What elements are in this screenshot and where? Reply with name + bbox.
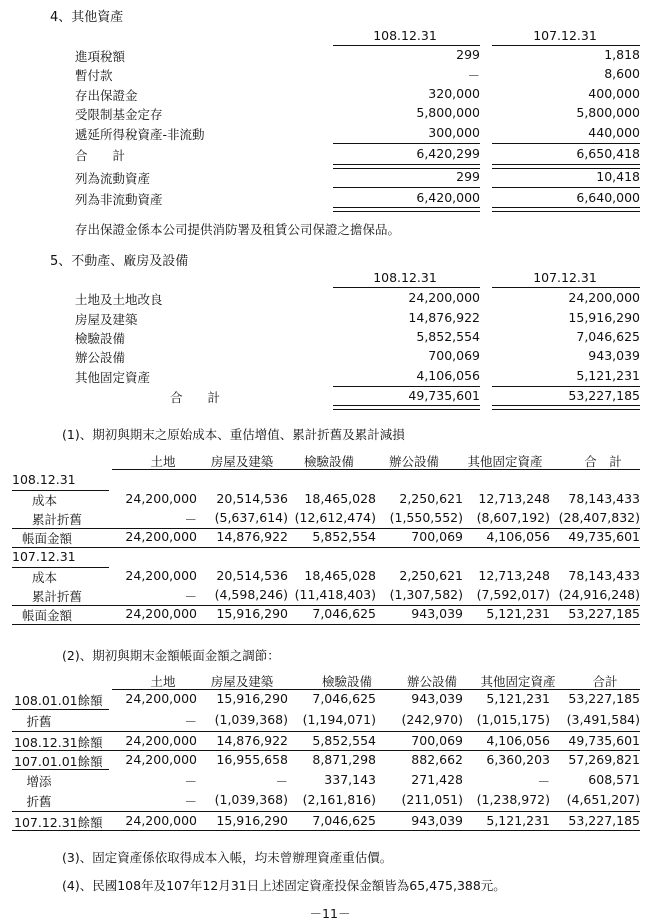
page-number: －11－ [309,906,351,921]
total-label: 合 計 [170,390,221,405]
cell-value: 57,269,821 [568,752,640,767]
cell-value: 2,250,621 [399,568,463,583]
cell-value: (8,607,192) [476,510,550,525]
row-label: 其他固定資產 [75,370,151,385]
cell-value: (242,970) [401,712,463,727]
cell-value: (5,637,614) [214,510,288,525]
cell-value: － [275,774,288,789]
rule-line [12,605,640,606]
cell-value: (1,238,972) [476,792,550,807]
cell-value: 6,360,203 [486,752,550,767]
row-value-108: 5,800,000 [416,105,480,120]
row-value-108: 700,069 [428,348,480,363]
cell-value: 882,662 [411,752,463,767]
section5-heading: 5、不動產、廠房及設備 [50,254,189,269]
rule-line [333,405,480,410]
rule-line [492,143,640,144]
row-label: 帳面金額 [22,531,73,546]
row-value-108: 300,000 [428,125,480,140]
cell-value: (11,418,403) [294,587,376,602]
rule-line [12,547,640,548]
rule-line [333,386,480,387]
cell-value: (1,550,552) [389,510,463,525]
row-label: 房屋及建築 [75,312,138,327]
row-value-107: 7,046,625 [576,329,640,344]
cell-value: (211,051) [401,792,463,807]
cell-value: 12,713,248 [478,491,550,506]
cell-value: － [184,714,197,729]
row-label: 受限制基金定存 [75,107,163,122]
row-value-107: 15,916,290 [568,310,640,325]
cell-value: (1,307,582) [389,587,463,602]
note-4: (4)、民國108年及107年12月31日上述固定資產投保金額皆為65,475,388元。 [62,878,506,893]
table1-caption: (1)、期初與期末之原始成本、重估增值、累計折舊及累計減損 [62,427,405,442]
cell-value: 49,735,601 [568,529,640,544]
cell-value: 15,916,290 [216,813,288,828]
cell-value: 53,227,185 [568,691,640,706]
row-label: 108.01.01餘額 [14,693,103,708]
noncurrent-108: 6,420,000 [416,190,480,205]
cell-value: 18,465,028 [304,568,376,583]
cell-value: (4,651,207) [566,792,640,807]
cell-value: 5,121,231 [486,606,550,621]
total-107: 53,227,185 [568,388,640,403]
current-label: 列為流動資產 [75,171,151,186]
row-label: 成本 [32,493,58,508]
cell-value: 24,200,000 [125,491,197,506]
row-label: 折舊 [14,794,52,809]
current-107: 10,418 [596,169,640,184]
cell-value: 4,106,056 [486,529,550,544]
sec4-col2-header: 107.12.31 [533,28,597,43]
row-label: 土地及土地改良 [75,292,163,307]
row-value-108: 299 [456,47,480,62]
row-value-107: 400,000 [588,86,640,101]
row-label: 108.12.31餘額 [14,735,103,750]
row-label: 折舊 [14,714,52,729]
cell-value: 14,876,922 [216,529,288,544]
rule-line [492,405,640,410]
cell-value: (12,612,474) [294,510,376,525]
row-label: 成本 [32,570,58,585]
cell-value: 12,713,248 [478,568,550,583]
row-value-107: 943,039 [588,348,640,363]
cell-value: － [184,794,197,809]
cell-value: (4,598,246) [214,587,288,602]
row-value-108: 14,876,922 [408,310,480,325]
cell-value: 7,046,625 [312,813,376,828]
cell-value: － [184,589,197,604]
note-3: (3)、固定資產係依取得成本入帳，均未曾辦理資產重估價。 [62,850,393,865]
cell-value: (1,194,071) [302,712,376,727]
cell-value: (24,916,248) [558,587,640,602]
row-value-108: 24,200,000 [408,290,480,305]
rule-line [492,386,640,387]
cell-value: 20,514,536 [216,568,288,583]
cell-value: 24,200,000 [125,529,197,544]
cell-value: 53,227,185 [568,606,640,621]
noncurrent-label: 列為非流動資產 [75,192,163,207]
row-label: 辦公設備 [75,350,126,365]
cell-value: 53,227,185 [568,813,640,828]
rule-line [333,143,480,144]
cell-value: 5,121,231 [486,813,550,828]
rule-line [12,830,640,831]
row-value-107: 24,200,000 [568,290,640,305]
cell-value: 271,428 [411,772,463,787]
noncurrent-107: 6,640,000 [576,190,640,205]
column-header: 其他固定資產 [467,454,543,469]
cell-value: 943,039 [411,691,463,706]
column-header: 辦公設備 [406,674,457,689]
cell-value: 943,039 [411,813,463,828]
cell-value: 16,955,658 [216,752,288,767]
cell-value: 78,143,433 [568,568,640,583]
cell-value: 4,106,056 [486,733,550,748]
row-label: 暫付款 [75,68,113,83]
rule-line [12,490,109,491]
cell-value: 7,046,625 [312,606,376,621]
group-date: 108.12.31 [12,472,76,487]
total-label: 合 計 [75,148,126,163]
cell-value: (1,015,175) [476,712,550,727]
row-value-108: 320,000 [428,86,480,101]
row-value-108: 5,852,554 [416,329,480,344]
row-value-107: 440,000 [588,125,640,140]
section4-heading: 4、其他資產 [50,10,124,25]
cell-value: 20,514,536 [216,491,288,506]
cell-value: 78,143,433 [568,491,640,506]
cell-value: 24,200,000 [125,691,197,706]
cell-value: (7,592,017) [476,587,550,602]
cell-value: (1,039,368) [214,792,288,807]
cell-value: (3,491,584) [566,712,640,727]
column-header: 辦公設備 [388,454,439,469]
cell-value: 24,200,000 [125,733,197,748]
cell-value: 700,069 [411,529,463,544]
sec4-col1-header: 108.12.31 [373,28,437,43]
cell-value: 5,852,554 [312,733,376,748]
column-header: 合計 [592,674,618,689]
rule-line [492,207,640,212]
cell-value: 700,069 [411,733,463,748]
column-header: 土地 [150,454,176,469]
row-value-107: 8,600 [604,66,640,81]
rule-line [12,709,109,710]
rule-line [112,469,640,470]
row-value-107: 5,800,000 [576,105,640,120]
column-header: 檢驗設備 [321,674,372,689]
row-value-108: 4,106,056 [416,368,480,383]
rule-line [12,567,109,568]
cell-value: 8,871,298 [312,752,376,767]
rule-line [112,689,640,690]
rule-line [492,187,640,188]
cell-value: 943,039 [411,606,463,621]
row-label: 檢驗設備 [75,331,126,346]
rule-line [12,811,640,812]
row-label: 增添 [14,774,52,789]
rule-line [333,207,480,212]
sec5-col2-header: 107.12.31 [533,270,597,285]
total-108: 49,735,601 [408,388,480,403]
row-label: 存出保證金 [75,88,138,103]
table2-caption: (2)、期初與期末金額帳面金額之調節： [62,648,280,663]
cell-value: (28,407,832) [558,510,640,525]
row-label: 107.12.31餘額 [14,815,103,830]
rule-line [333,187,480,188]
cell-value: (1,039,368) [214,712,288,727]
cell-value: 18,465,028 [304,491,376,506]
sec5-col1-header: 108.12.31 [373,270,437,285]
cell-value: 15,916,290 [216,606,288,621]
row-label: 遞延所得稅資產-非流動 [75,127,205,142]
row-label: 帳面金額 [22,608,73,623]
cell-value: 337,143 [324,772,376,787]
sec4-note: 存出保證金係本公司提供消防署及租賃公司保證之擔保品。 [75,222,401,237]
row-value-108: － [467,68,480,83]
total-107: 6,650,418 [576,146,640,161]
rule-line [12,731,640,732]
row-value-107: 1,818 [604,47,640,62]
column-header: 房屋及建築 [210,454,274,469]
cell-value: － [184,774,197,789]
cell-value: (2,161,816) [302,792,376,807]
cell-value: 24,200,000 [125,568,197,583]
current-108: 299 [456,169,480,184]
cell-value: 14,876,922 [216,733,288,748]
cell-value: 24,200,000 [125,752,197,767]
rule-line [12,769,109,770]
cell-value: － [184,512,197,527]
cell-value: 24,200,000 [125,813,197,828]
cell-value: 5,852,554 [312,529,376,544]
cell-value: － [537,774,550,789]
column-header: 其他固定資產 [480,674,556,689]
group-date: 107.12.31 [12,549,76,564]
column-header: 土地 [150,674,176,689]
cell-value: 24,200,000 [125,606,197,621]
cell-value: 7,046,625 [312,691,376,706]
column-header: 檢驗設備 [303,454,354,469]
cell-value: 15,916,290 [216,691,288,706]
row-value-107: 5,121,231 [576,368,640,383]
row-label: 進項稅額 [75,49,126,64]
cell-value: 5,121,231 [486,691,550,706]
rule-line [12,528,640,529]
row-label: 累計折舊 [32,512,83,527]
total-108: 6,420,299 [416,146,480,161]
column-header: 合 計 [584,454,622,469]
cell-value: 608,571 [588,772,640,787]
row-label: 累計折舊 [32,589,83,604]
rule-line [12,750,640,751]
column-header: 房屋及建築 [210,674,274,689]
cell-value: 2,250,621 [399,491,463,506]
cell-value: 49,735,601 [568,733,640,748]
rule-line [12,624,640,625]
row-label: 107.01.01餘額 [14,754,103,769]
